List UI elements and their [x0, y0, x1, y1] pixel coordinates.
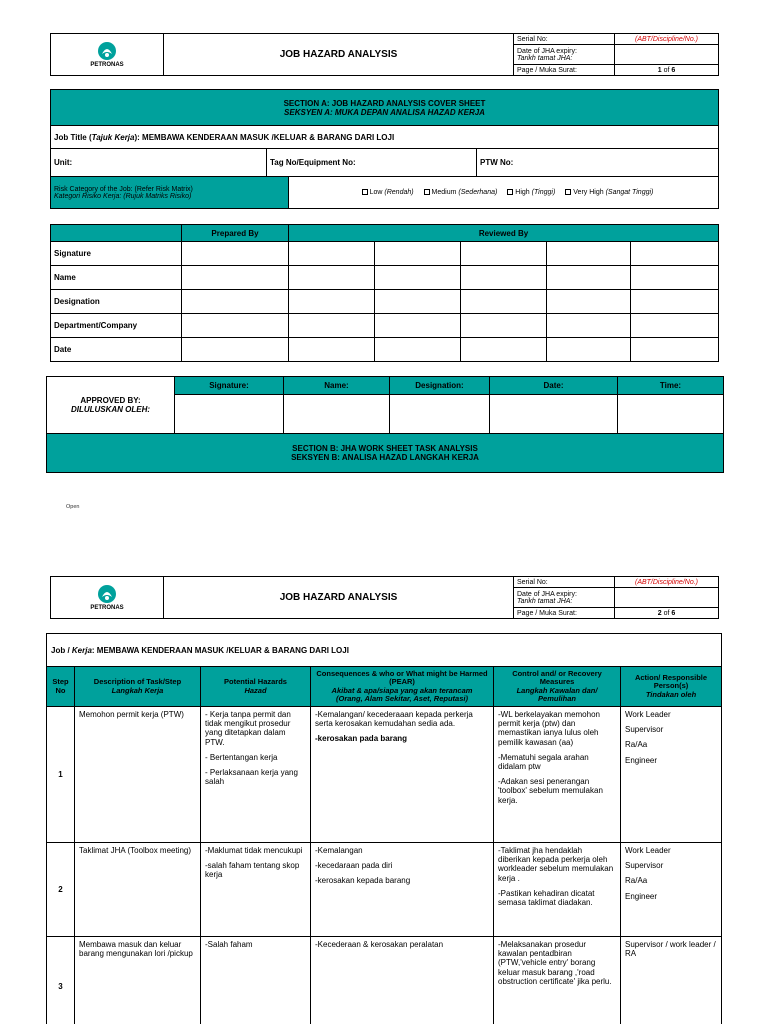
step-hazards: -Maklumat tidak mencukupi -salah faham tentang skop kerja — [201, 843, 311, 937]
section-a — [50, 89, 719, 209]
col-consequence-header: Consequences & who or What might be Harmed (PEAR) Akibat & apa/siapa yang akan terancam (Orang, Alam Sekitar, Aset, Reputasi) — [311, 667, 494, 707]
job-title-row: Job Title (Tajuk Kerja): MEMBAWA KENDERAAN MASUK /KELUAR & BARANG DARI LOJI — [51, 126, 719, 149]
step-controls: -Melaksanakan prosedur kawalan pentadbiran (PTW,'vehicle entry' borang keluar masuk barang ,'road obstruction certificate' jika perlu. — [494, 937, 621, 1024]
approval-col-signature: Signature: — [175, 377, 284, 395]
row-date: Date — [51, 338, 182, 362]
col-step-header: Step No — [47, 667, 75, 707]
signature-cell[interactable] — [547, 242, 631, 266]
step-number: 1 — [47, 707, 75, 843]
page2-header — [50, 576, 719, 619]
step-controls: -WL berkelayakan memohon permit kerja (ptw) dan memastikan ianya lulus oleh pemilik kawasan (aa) -Mematuhi segala arahan didalam ptw -Adakan sesi penerangan 'toolbox' sebelum memulakan kerja. — [494, 707, 621, 843]
approved-by-label: APPROVED BY: DILULUSKAN OLEH: — [47, 377, 175, 434]
step-action: Work Leader Supervisor Ra/Aa Engineer — [621, 707, 722, 843]
row-name: Name — [51, 266, 182, 290]
serial-label: Serial No: — [514, 34, 615, 45]
name-cell[interactable] — [289, 266, 375, 290]
date-cell[interactable] — [631, 338, 719, 362]
department-cell[interactable] — [182, 314, 289, 338]
table-row — [47, 937, 722, 1024]
company-name: PETRONAS — [90, 62, 124, 68]
step-description: Taklimat JHA (Toolbox meeting) — [75, 843, 201, 937]
department-cell[interactable] — [375, 314, 461, 338]
department-cell[interactable] — [461, 314, 547, 338]
approval-col-name: Name: — [284, 377, 390, 395]
section-b-title: SECTION B: JHA WORK SHEET TASK ANALYSIS SEKSYEN B: ANALISA HAZAD LANGKAH KERJA — [47, 434, 724, 473]
risk-low-option[interactable]: Low (Rendah) — [354, 189, 414, 196]
page-number: 1 of 6 — [615, 65, 719, 76]
row-designation: Designation — [51, 290, 182, 314]
step-description: Membawa masuk dan keluar barang mengunakan lori /pickup — [75, 937, 201, 1024]
logo-cell — [51, 577, 164, 619]
expiry-label: Date of JHA expiry: — [517, 590, 577, 598]
serial-label: Serial No: — [514, 577, 615, 588]
risk-medium-option[interactable]: Medium (Sederhana) — [416, 189, 498, 196]
page-number: 2 of 6 — [615, 608, 719, 619]
step-consequences: -Kecederaan & kerosakan peralatan — [311, 937, 494, 1024]
date-cell[interactable] — [375, 338, 461, 362]
approval-time-field[interactable] — [618, 395, 724, 434]
expiry-label-cell — [514, 588, 615, 608]
worksheet-job-value: : MEMBAWA KENDERAAN MASUK /KELUAR & BARANG DARI LOJI — [91, 645, 349, 655]
signature-cell[interactable] — [289, 242, 375, 266]
department-cell[interactable] — [289, 314, 375, 338]
approval-col-time: Time: — [618, 377, 724, 395]
signoff-corner — [51, 225, 182, 242]
serial-value: (ABT/Discipline/No.) — [615, 577, 719, 588]
table-row — [47, 843, 722, 937]
name-cell[interactable] — [461, 266, 547, 290]
logo-cell — [51, 34, 164, 76]
reviewed-by-header: Reviewed By — [289, 225, 719, 242]
section-a-title: SECTION A: JOB HAZARD ANALYSIS COVER SHEET SEKSYEN A: MUKA DEPAN ANALISA HAZAD KERJA — [51, 90, 719, 126]
approval-col-date: Date: — [490, 377, 618, 395]
approval-col-designation: Designation: — [390, 377, 490, 395]
signature-cell[interactable] — [182, 242, 289, 266]
approval-date-field[interactable] — [490, 395, 618, 434]
tag-label: Tag No/Equipment No: — [267, 149, 477, 177]
page1-header — [50, 33, 719, 76]
date-cell[interactable] — [182, 338, 289, 362]
table-row — [47, 707, 722, 843]
serial-value: (ABT/Discipline/No.) — [615, 34, 719, 45]
col-action-header: Action/ Responsible Person(s) Tindakan oleh — [621, 667, 722, 707]
name-cell[interactable] — [182, 266, 289, 290]
page-title: JOB HAZARD ANALYSIS — [164, 34, 514, 76]
col-desc-header: Description of Task/Step Langkah Kerja — [75, 667, 201, 707]
risk-medium-checkbox — [424, 189, 430, 195]
designation-cell[interactable] — [182, 290, 289, 314]
designation-cell[interactable] — [375, 290, 461, 314]
approval-signature-field[interactable] — [175, 395, 284, 434]
step-action: Work Leader Supervisor Ra/Aa Engineer — [621, 843, 722, 937]
risk-options — [289, 177, 719, 209]
designation-cell[interactable] — [631, 290, 719, 314]
classification-label: Open — [66, 504, 80, 510]
expiry-label-my: Tarikh tamat JHA: — [517, 597, 573, 605]
designation-cell[interactable] — [289, 290, 375, 314]
page-label: Page / Muka Surat: — [514, 65, 615, 76]
row-signature: Signature — [51, 242, 182, 266]
step-number: 2 — [47, 843, 75, 937]
petronas-logo-icon — [97, 584, 117, 604]
approval-designation-field[interactable] — [390, 395, 490, 434]
risk-high-option[interactable]: High (Tinggi) — [499, 189, 555, 196]
step-consequences: -Kemalangan/ kecederaaan kepada perkerja serta kerosakan kemudahan sedia ada. -kerosakan pada barang — [311, 707, 494, 843]
page-label: Page / Muka Surat: — [514, 608, 615, 619]
signature-cell[interactable] — [375, 242, 461, 266]
date-cell[interactable] — [289, 338, 375, 362]
date-cell[interactable] — [461, 338, 547, 362]
approval-name-field[interactable] — [284, 395, 390, 434]
name-cell[interactable] — [375, 266, 461, 290]
risk-low-checkbox — [362, 189, 368, 195]
name-cell[interactable] — [547, 266, 631, 290]
unit-label: Unit: — [51, 149, 267, 177]
expiry-label-my: Tarikh tamat JHA: — [517, 54, 573, 62]
expiry-value — [615, 588, 719, 608]
department-cell[interactable] — [547, 314, 631, 338]
worksheet-table — [46, 633, 722, 1024]
risk-high-checkbox — [507, 189, 513, 195]
company-name: PETRONAS — [90, 605, 124, 611]
signoff-table — [50, 224, 719, 362]
expiry-label: Date of JHA expiry: — [517, 47, 577, 55]
step-hazards: - Kerja tanpa permit dan tidak mengikut prosedur yang ditetapkan dalam PTW. - Bertentangan kerja - Perlaksanaan kerja yang salah — [201, 707, 311, 843]
step-action: Supervisor / work leader / RA — [621, 937, 722, 1024]
step-consequences: -Kemalangan -kecedaraan pada diri -kerosakan kepada barang — [311, 843, 494, 937]
department-cell[interactable] — [631, 314, 719, 338]
risk-category-label: Risk Category of the Job: (Refer Risk Matrix) Kategori Risiko Kerja: (Rujuk Matriks Risiko) — [51, 177, 289, 209]
expiry-label-cell — [514, 45, 615, 65]
page-title: JOB HAZARD ANALYSIS — [164, 577, 514, 619]
approval-table — [46, 376, 724, 473]
row-department: Department/Company — [51, 314, 182, 338]
prepared-by-header: Prepared By — [182, 225, 289, 242]
col-hazard-header: Potential Hazards Hazad — [201, 667, 311, 707]
step-number: 3 — [47, 937, 75, 1024]
step-description: Memohon permit kerja (PTW) — [75, 707, 201, 843]
name-cell[interactable] — [631, 266, 719, 290]
worksheet-job-row: Job / Kerja: MEMBAWA KENDERAAN MASUK /KELUAR & BARANG DARI LOJI — [47, 634, 722, 667]
designation-cell[interactable] — [547, 290, 631, 314]
signature-cell[interactable] — [631, 242, 719, 266]
step-hazards: -Salah faham — [201, 937, 311, 1024]
risk-very-high-option[interactable]: Very High (Sangat Tinggi) — [557, 189, 653, 196]
designation-cell[interactable] — [461, 290, 547, 314]
ptw-label: PTW No: — [477, 149, 719, 177]
signature-cell[interactable] — [461, 242, 547, 266]
date-cell[interactable] — [547, 338, 631, 362]
col-control-header: Control and/ or Recovery Measures Langkah Kawalan dan/ Pemulihan — [494, 667, 621, 707]
petronas-logo-icon — [97, 41, 117, 61]
job-title-value: MEMBAWA KENDERAAN MASUK /KELUAR & BARANG DARI LOJI — [142, 132, 395, 142]
risk-very-high-checkbox — [565, 189, 571, 195]
expiry-value — [615, 45, 719, 65]
step-controls: -Taklimat jha hendaklah diberikan kepada perkerja oleh workleader sebelum memulakan kerja . -Pastikan kehadiran dicatat semasa taklimat diadakan. — [494, 843, 621, 937]
